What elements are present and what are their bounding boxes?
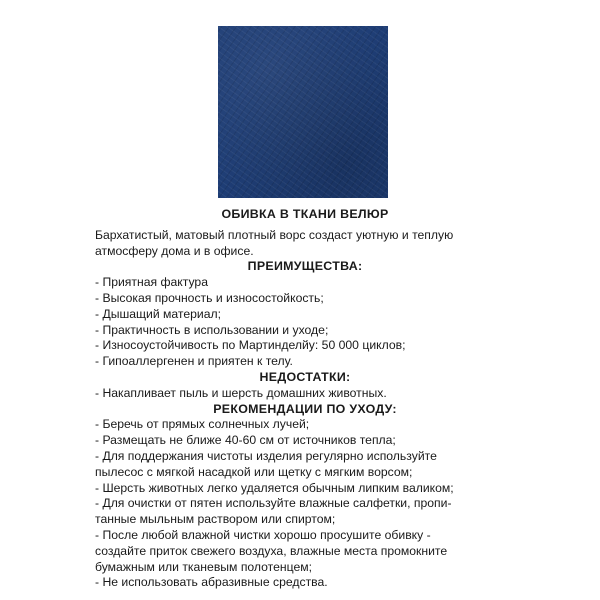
- care-section: [95, 402, 515, 592]
- disadvantages-heading: НЕДОСТАТКИ:: [259, 369, 351, 384]
- disadvantages-section: [95, 370, 515, 402]
- list-item: - Не использовать абразивные средства.: [95, 575, 328, 590]
- list-item: - После любой влажной чистки хорошо просушите обивку - создайте приток свежего воздуха, влажные места промокните бумажным или тканевым полотенцем;: [95, 527, 448, 574]
- list-item: - Для поддержания чистоты изделия регулярно используйте пылесос с мягкой насадкой или щетку с мягким ворсом;: [95, 448, 437, 479]
- list-item: - Гипоаллергенен и приятен к телу.: [95, 354, 293, 369]
- list-item: - Практичность в использовании и уходе;: [95, 322, 329, 337]
- page-title: ОБИВКА В ТКАНИ ВЕЛЮР: [221, 207, 389, 221]
- advantages-heading: ПРЕИМУЩЕСТВА:: [247, 259, 363, 274]
- list-item: - Размещать не ближе 40-60 см от источников тепла;: [95, 433, 396, 448]
- list-item: - Шерсть животных легко удаляется обычным липким валиком;: [95, 480, 454, 495]
- list-item: - Высокая прочность и износостойкость;: [95, 290, 324, 305]
- list-item: - Приятная фактура: [95, 275, 208, 290]
- intro-paragraph: Бархатистый, матовый плотный ворс создаст уютную и теплую атмосферу дома и в офисе.: [95, 227, 454, 258]
- care-heading: РЕКОМЕНДАЦИИ ПО УХОДУ:: [213, 401, 397, 416]
- list-item: - Для очистки от пятен используйте влажные салфетки, пропи- танные мыльным раствором или спиртом;: [95, 496, 452, 527]
- fabric-swatch-image: [218, 26, 388, 198]
- description-block: [95, 207, 515, 591]
- list-item: - Накапливает пыль и шерсть домашних животных.: [95, 385, 387, 400]
- list-item: - Беречь от прямых солнечных лучей;: [95, 417, 310, 432]
- list-item: - Износоустойчивость по Мартинделйу: 50 000 циклов;: [95, 338, 406, 353]
- advantages-section: [95, 259, 515, 370]
- list-item: - Дышащий материал;: [95, 306, 222, 321]
